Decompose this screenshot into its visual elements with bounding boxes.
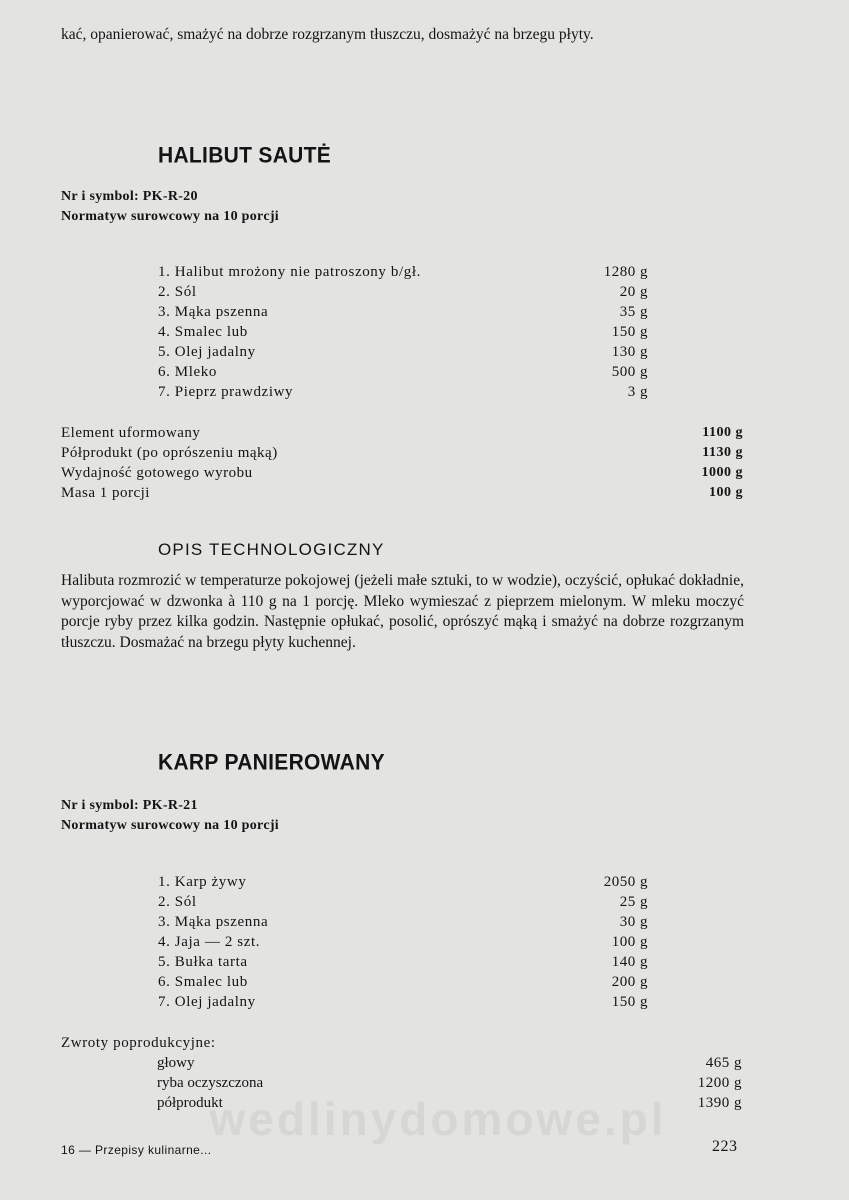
- ingredient-row: [158, 872, 648, 892]
- return-row-value: 1390 g: [697, 1095, 742, 1111]
- return-row-label: półprodukt: [157, 1095, 223, 1111]
- recipe-title-halibut: HALIBUT SAUTĖ: [158, 143, 332, 168]
- yield-row: [61, 443, 743, 463]
- yield-row: [61, 483, 743, 503]
- ingredient-row: [158, 322, 648, 342]
- ingredient-row-value: 140 g: [611, 954, 648, 970]
- yield-row-value: 1100 g: [702, 425, 743, 440]
- recipe-norm-karp: Normatyw surowcowy na 10 porcji: [61, 818, 279, 833]
- ingredient-row: [158, 912, 648, 932]
- yield-row-label: Półprodukt (po oprószeniu mąką): [61, 445, 278, 461]
- technology-description: Halibuta rozmrozić w temperaturze pokojowej (jeżeli małe sztuki, to w wodzie), oczyścić, opłukać dokładnie, wyporcjować w dzwonka à 110 g na 1 porcję. Mleko wymieszać z pieprzem mielonym. W mleku moczyć porcje ryby przez kilka godzin. Następnie opłukać, posolić, oprószyć mąką i smażyć na dobrze rozgrzanym tłuszczu. Dosmażać na brzegu płyty kuchennej.: [61, 572, 744, 651]
- ingredient-row: [158, 282, 648, 302]
- ingredient-row-label: 1. Halibut mrożony nie patroszony b/gł.: [158, 264, 421, 280]
- return-row-value: 465 g: [705, 1055, 742, 1071]
- ingredient-row: [158, 262, 648, 282]
- ingredient-row: [158, 382, 648, 402]
- ingredient-row: [158, 952, 648, 972]
- ingredient-row-value: 2050 g: [603, 874, 648, 890]
- ingredient-row-label: 6. Mleko: [158, 364, 217, 380]
- return-row-label: głowy: [157, 1055, 195, 1071]
- ingredient-row-value: 3 g: [627, 384, 648, 400]
- ingredient-row-label: 4. Jaja — 2 szt.: [158, 934, 261, 950]
- yield-row-value: 1130 g: [702, 445, 743, 460]
- ingredient-row-value: 500 g: [611, 364, 648, 380]
- ingredient-row-value: 130 g: [611, 344, 648, 360]
- ingredient-list-halibut: [158, 262, 648, 402]
- intro-paragraph: kać, opanierować, smażyć na dobrze rozgrzanym tłuszczu, dosmażyć na brzegu płyty.: [61, 26, 594, 43]
- ingredient-row-value: 25 g: [619, 894, 648, 910]
- ingredient-row-label: 5. Olej jadalny: [158, 344, 256, 360]
- yield-row-label: Masa 1 porcji: [61, 485, 150, 501]
- recipe-symbol-karp: Nr i symbol: PK-R-21: [61, 798, 198, 813]
- yield-row-value: 1000 g: [701, 465, 743, 480]
- ingredient-row-value: 20 g: [619, 284, 648, 300]
- returns-heading: Zwroty poprodukcyjne:: [61, 1035, 216, 1051]
- ingredient-row-value: 35 g: [619, 304, 648, 320]
- return-row: [157, 1093, 742, 1113]
- yield-list-halibut: [61, 423, 743, 503]
- recipe-title-karp: KARP PANIEROWANY: [158, 750, 385, 775]
- recipe-symbol-halibut: Nr i symbol: PK-R-20: [61, 189, 198, 204]
- ingredient-row-label: 7. Olej jadalny: [158, 994, 256, 1010]
- ingredient-row: [158, 302, 648, 322]
- ingredient-row-label: 3. Mąka pszenna: [158, 304, 269, 320]
- ingredient-row-label: 2. Sól: [158, 284, 197, 300]
- return-row: [157, 1053, 742, 1073]
- ingredient-row-label: 5. Bułka tarta: [158, 954, 248, 970]
- returns-list-karp: [157, 1053, 742, 1113]
- yield-row: [61, 423, 743, 443]
- ingredient-list-karp: [158, 872, 648, 1012]
- ingredient-row-value: 30 g: [619, 914, 648, 930]
- yield-row: [61, 463, 743, 483]
- yield-row-value: 100 g: [709, 485, 743, 500]
- return-row: [157, 1073, 742, 1093]
- ingredient-row-label: 7. Pieprz prawdziwy: [158, 384, 294, 400]
- ingredient-row-label: 1. Karp żywy: [158, 874, 247, 890]
- watermark: wedlinydomowe.pl: [209, 1093, 667, 1145]
- ingredient-row: [158, 992, 648, 1012]
- ingredient-row: [158, 342, 648, 362]
- footer-note: 16 — Przepisy kulinarne...: [61, 1143, 212, 1157]
- ingredient-row-value: 200 g: [611, 974, 648, 990]
- yield-row-label: Element uformowany: [61, 425, 201, 441]
- page-number: 223: [712, 1138, 738, 1155]
- ingredient-row-value: 150 g: [611, 994, 648, 1010]
- ingredient-row: [158, 892, 648, 912]
- yield-row-label: Wydajność gotowego wyrobu: [61, 465, 253, 481]
- ingredient-row-label: 3. Mąka pszenna: [158, 914, 269, 930]
- section-title-technology: OPIS TECHNOLOGICZNY: [158, 540, 385, 559]
- recipe-norm-halibut: Normatyw surowcowy na 10 porcji: [61, 209, 279, 224]
- ingredient-row-label: 2. Sól: [158, 894, 197, 910]
- ingredient-row: [158, 932, 648, 952]
- ingredient-row-value: 150 g: [611, 324, 648, 340]
- return-row-value: 1200 g: [697, 1075, 742, 1091]
- ingredient-row-label: 6. Smalec lub: [158, 974, 248, 990]
- ingredient-row-value: 1280 g: [603, 264, 648, 280]
- return-row-label: ryba oczyszczona: [157, 1075, 264, 1091]
- ingredient-row-label: 4. Smalec lub: [158, 324, 248, 340]
- ingredient-row: [158, 362, 648, 382]
- ingredient-row-value: 100 g: [611, 934, 648, 950]
- ingredient-row: [158, 972, 648, 992]
